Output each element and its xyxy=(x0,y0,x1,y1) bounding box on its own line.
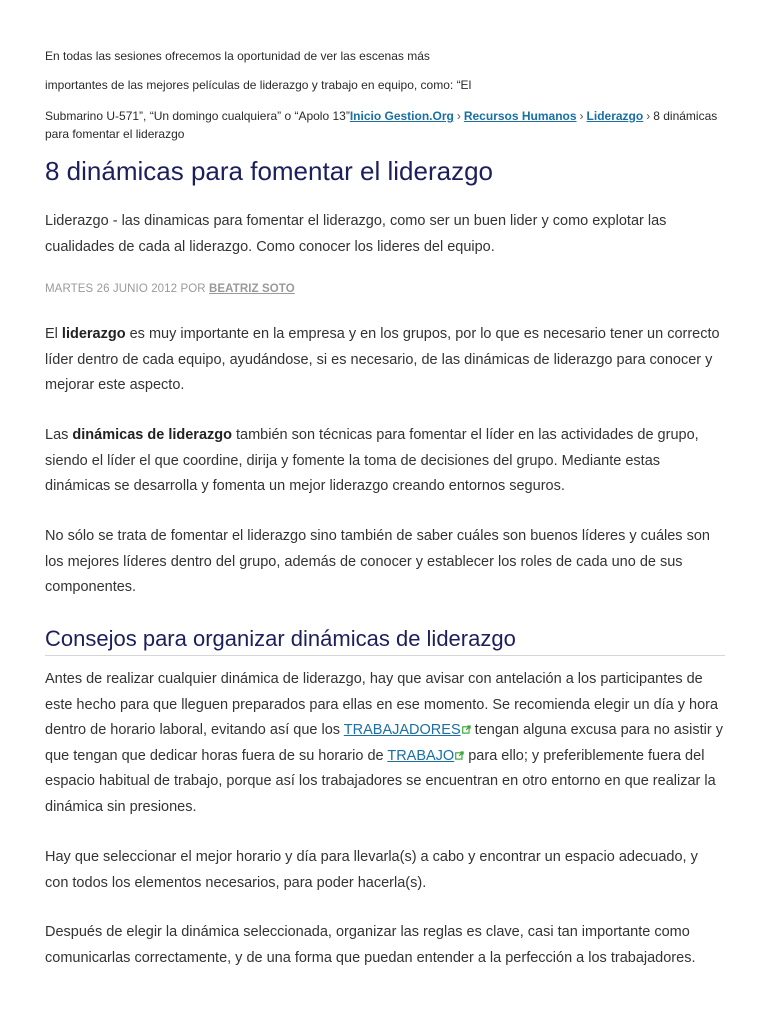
bold-keyword: dinámicas de liderazgo xyxy=(72,427,232,443)
link-trabajadores[interactable]: TRABAJADORES xyxy=(343,722,461,738)
section-heading: Consejos para organizar dinámicas de liderazgo xyxy=(45,626,725,656)
paragraph: Hay que seleccionar el mejor horario y día para llevarla(s) a cabo y encontrar un espacio adecuado, y con todos los elementos necesarios, para poder hacerla(s). xyxy=(45,849,698,891)
breadcrumb-link-home[interactable]: Inicio Gestion.Org xyxy=(349,109,454,123)
bold-keyword: liderazgo xyxy=(61,326,126,342)
paragraph: Después de elegir la dinámica seleccionada, organizar las reglas es clave, casi tan importante como comunicarlas correctamente, y de una forma que puedan entender a la perfección a los trabajadores. xyxy=(45,924,696,966)
breadcrumb-link-liderazgo[interactable]: Liderazgo xyxy=(586,109,644,123)
breadcrumb xyxy=(45,107,725,143)
paragraph: Antes de realizar cualquier dinámica de liderazgo, hay que avisar con antelación a los participantes de este hecho para que lleguen preparados para ellas en ese momento. Se recomienda elegir un día y hora dentro de horario laboral, evitando así que los TRABAJADORES tengan alguna excusa para no asistir y que tengan que dedicar horas fuera de su horario de TRABAJO para ello; y preferiblemente fuera del espacio habitual de trabajo, porque así los trabajadores se encuentran en otro entorno en que realizar la dinámica sin presiones. xyxy=(45,671,723,815)
breadcrumb-separator: › xyxy=(579,109,584,123)
breadcrumb-separator: › xyxy=(646,109,651,123)
external-link-icon[interactable] xyxy=(462,725,471,734)
article-lead: Liderazgo - las dinamicas para fomentar el liderazgo, como ser un buen lider y como explotar las cualidades de cada al liderazgo. Como conocer los lideres del equipo. xyxy=(45,213,667,255)
paragraph: No sólo se trata de fomentar el liderazgo sino también de saber cuáles son buenos líderes y cuáles son los mejores líderes dentro del grupo, además de conocer y establecer los roles de cada uno de sus componentes. xyxy=(45,528,710,595)
intro-text-line: En todas las sesiones ofrecemos la oportunidad de ver las escenas más xyxy=(45,49,430,63)
intro-text-line: Submarino U-571”, “Un domingo cualquiera” o “Apolo 13” xyxy=(45,109,350,123)
link-trabajo[interactable]: TRABAJO xyxy=(387,747,455,764)
author-link[interactable]: BEATRIZ SOTO xyxy=(209,283,295,295)
page-title: 8 dinámicas para fomentar el liderazgo xyxy=(45,156,494,186)
paragraph: El liderazgo es muy importante en la empresa y en los grupos, por lo que es necesario tener un correcto líder dentro de cada equipo, ayudándose, si es necesario, de las dinámicas de liderazgo para conocer y mejorar este aspecto. xyxy=(45,326,720,393)
paragraph: Las dinámicas de liderazgo también son técnicas para fomentar el líder en las actividades de grupo, siendo el líder el que coordine, dirija y fomente la toma de decisiones del grupo. Mediante estas dinámicas se desarrolla y fomenta un mejor liderazgo creando entornos seguros. xyxy=(45,427,699,494)
external-link-icon[interactable] xyxy=(455,751,464,760)
breadcrumb-separator: › xyxy=(456,109,461,123)
article-meta xyxy=(45,283,295,295)
publish-date: MARTES 26 JUNIO 2012 POR xyxy=(45,283,206,295)
breadcrumb-current: 8 dinámicas para fomentar el liderazgo xyxy=(45,109,718,141)
intro-text-line: importantes de las mejores películas de liderazgo y trabajo en equipo, como: “El xyxy=(45,78,472,92)
breadcrumb-link-recursos-humanos[interactable]: Recursos Humanos xyxy=(463,109,577,123)
